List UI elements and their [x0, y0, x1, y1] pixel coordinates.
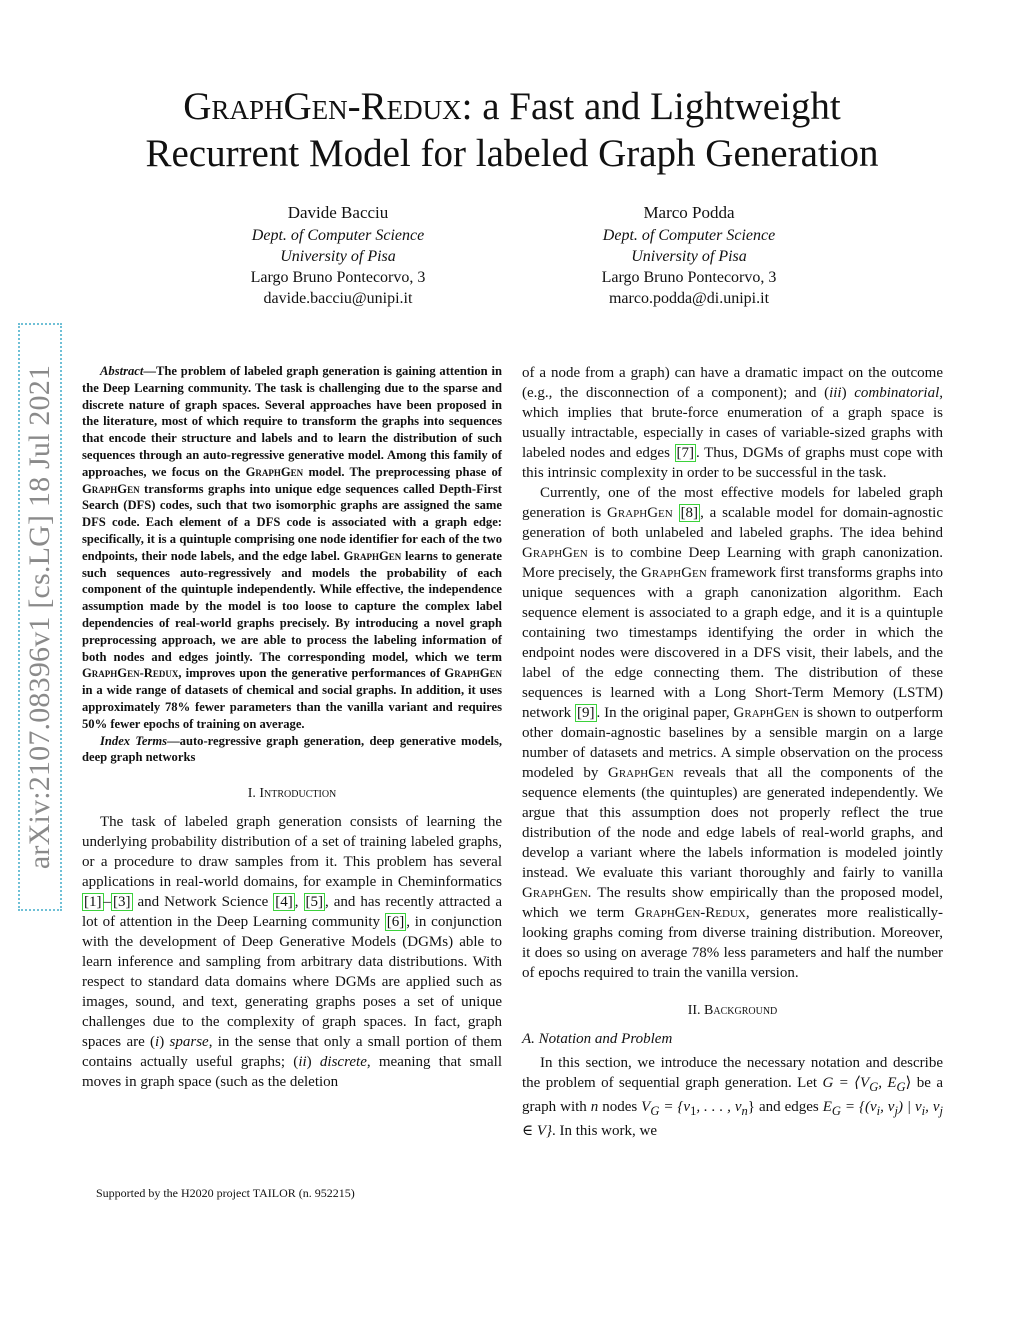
math-sub: n: [741, 1104, 748, 1118]
author-block-2: [529, 201, 849, 309]
body-text: The task of labeled graph generation consists of learning the underlying probability distribution of a set of training labeled graphs, or a procedure to draw samples from it. This problem has several applications in real-world domains, for example in Cheminformatics: [82, 814, 502, 891]
author-email[interactable]: marco.podda@di.unipi.it: [608, 290, 770, 307]
enum-marker: iii: [829, 385, 842, 401]
citation-link[interactable]: [4]: [275, 894, 293, 911]
body-text: ,: [294, 894, 304, 911]
section-number: I.: [247, 786, 260, 802]
abstract-dash: —: [143, 364, 156, 378]
math: = {(v: [840, 1099, 877, 1115]
index-terms: [82, 733, 502, 767]
arxiv-stamp[interactable]: arXiv:2107.08396v1 [cs.LG] 18 Jul 2021: [23, 364, 56, 870]
model-name: GraphGen: [343, 548, 402, 563]
citation-link[interactable]: [3]: [113, 894, 131, 911]
body-text: ): [159, 1034, 170, 1051]
model-name: GraphGen-Redux: [634, 905, 746, 921]
emphasis: discrete: [319, 1054, 367, 1071]
body-text: . The results show empirically than the proposed model, which we term: [522, 885, 943, 921]
body-text: Currently, one of the most effective models for labeled graph generation is: [522, 485, 943, 521]
model-name: GraphGen: [641, 565, 707, 581]
enum-marker: ii: [298, 1054, 307, 1071]
right-column: [522, 363, 943, 1141]
math-sub: i: [921, 1104, 926, 1118]
section-title: Background: [704, 1003, 778, 1018]
math: G = ⟨V: [822, 1075, 870, 1091]
model-name: GraphGen: [607, 505, 673, 521]
math: ⟩: [905, 1075, 912, 1091]
body-text: reveals that all the components of the sequence elements (the quintuples) are generated independently. We argue that this assumption does not properly reflect the true distribution of the node and edge labels of real-world graphs, and develop a variant where the labels information is modeled jointly instead. We evaluate this variant thoroughly and fairly to vanilla: [522, 765, 944, 881]
section-heading-background: [522, 1001, 943, 1021]
section-number: II.: [687, 1003, 705, 1018]
body-text: , which implies that brute-force enumeration of a graph space is usually intractable, especially in cases of variable-sized graphs with labeled nodes and edges: [522, 385, 943, 461]
intro-paragraph-continued: [522, 363, 943, 483]
math: V: [641, 1099, 651, 1115]
enum-marker: i: [155, 1034, 160, 1051]
body-text: of a node from a graph) can have a dramatic impact on the outcome (e.g., the disconnection of a component); and (: [522, 365, 943, 401]
body-text: is to combine Deep Learning with graph canonization. More precisely, the: [522, 545, 943, 581]
emphasis: sparse: [169, 1034, 209, 1051]
model-name: GraphGen: [522, 885, 588, 901]
subsection-heading: A. Notation and Problem: [522, 1031, 673, 1047]
index-terms-body: auto-regressive graph generation, deep generative models, deep graph networks: [82, 733, 502, 765]
citation-link[interactable]: [7]: [676, 445, 695, 461]
body-text: be a graph with: [522, 1075, 943, 1115]
title-line2: Recurrent Model for labeled Graph Generation: [145, 132, 879, 175]
body-text: –: [103, 894, 111, 911]
left-column: [82, 363, 502, 1092]
math: , v: [880, 1099, 895, 1115]
author-dept: Dept. of Computer Science: [251, 227, 425, 244]
model-name: GraphGen: [82, 481, 140, 496]
body-text: framework first transforms graphs into unique sequences with a graph canonization algorithm. Each sequence element is associated to a graph edge, and it is a quintuple containing two timestamps identifying the order in which the endpoint nodes were discovered in a DFS visit, their labels, and the label of the edge connecting them. The distribution of these sequences is learned with a Long Short-Term Memory (LSTM) network: [522, 565, 943, 721]
author-email[interactable]: davide.bacciu@unipi.it: [263, 290, 413, 307]
math-sub: i: [876, 1104, 881, 1118]
author-univ: University of Pisa: [280, 248, 396, 265]
body-text: ): [841, 385, 855, 401]
citation-link[interactable]: [1]: [84, 894, 102, 911]
body-text: . In this work, we: [552, 1123, 658, 1139]
index-terms-dash: —: [167, 733, 180, 748]
body-text: is shown to outperform other domain-agnostic baselines by a sensible margin on a large number of datasets and metrics. A simple observation on the process modeled by: [522, 705, 944, 781]
math: ) | v: [897, 1099, 922, 1115]
body-text: , and has recently attracted a lot of attention in the Deep Learning community: [82, 894, 502, 931]
model-name: GraphGen: [733, 705, 800, 721]
title-line1-rest: : a Fast and Lightweight: [461, 85, 841, 128]
body-text: , a scalable model for domain-agnostic generation of both unlabeled and labeled graphs. The idea behind: [522, 505, 944, 541]
math-sub: G: [869, 1080, 879, 1094]
math-sub: j: [939, 1104, 943, 1118]
index-terms-lead: Index Terms: [100, 733, 168, 748]
math: , v: [925, 1099, 940, 1115]
body-text: , meaning that small moves in graph space (such as the deletion: [82, 1054, 503, 1091]
body-text: , in conjunction with the development of Deep Generative Models (DGMs) able to learn inference and sampling from arbitrary data distributions. With respect to standard data domains where DGMs are applied such as images, sound, and text, generating graphs poses a set of unique challenges due to the complexity of graph spaces. In fact, graph spaces are (: [82, 914, 502, 1051]
math: n: [590, 1099, 599, 1115]
math: , E: [878, 1075, 897, 1091]
footnote: Supported by the H2020 project TAILOR (n. 952215): [96, 1186, 355, 1200]
citation-link[interactable]: [5]: [305, 894, 324, 911]
math-sub: j: [894, 1104, 898, 1118]
abstract-text: , improves upon the generative performances of: [178, 666, 445, 681]
body-text: and Network Science: [132, 894, 274, 911]
math-sub: G: [896, 1080, 906, 1094]
intro-paragraph: [82, 812, 502, 1092]
citation-link[interactable]: [9]: [577, 705, 595, 721]
body-text: nodes: [598, 1099, 642, 1115]
body-text: In this section, we introduce the necessary notation and describe the problem of sequential graph generation. Let: [522, 1055, 943, 1091]
abstract-text: learns to generate such sequences auto-regressively and models the probability of each component of the quintuple independently. While effective, the independence assumption made by the model is too loose to capture the complex label dependencies of real-world graphs precisely. By introducing a novel graph preprocessing approach, we are able to process the labeling information of both nodes and edges jointly. The corresponding model, which we term: [82, 548, 502, 664]
body-text: . In the original paper,: [596, 705, 734, 721]
intro-paragraph-2: [522, 483, 943, 983]
body-text: and edges: [755, 1099, 823, 1115]
abstract: [82, 363, 502, 733]
model-name: GraphGen: [522, 545, 588, 561]
abstract-text: model. The preprocessing phase of: [303, 464, 502, 479]
math: , . . . , v: [696, 1099, 742, 1115]
math: ∈ V}: [522, 1123, 553, 1139]
math-sub: G: [650, 1104, 660, 1118]
author-address: Largo Bruno Pontecorvo, 3: [601, 269, 777, 286]
author-dept: Dept. of Computer Science: [602, 227, 776, 244]
paper-title: [60, 83, 964, 177]
abstract-text: in a wide range of datasets of chemical and social graphs. In addition, it uses approximately 78% fewer parameters than the vanilla variant and requires 50% fewer epochs of training on average.: [82, 683, 502, 731]
math-sub: G: [831, 1104, 841, 1118]
model-name: GraphGen-Redux: [82, 666, 179, 681]
model-name: GraphGen: [245, 464, 304, 479]
section-heading-introduction: [82, 784, 502, 804]
background-paragraph: [522, 1053, 943, 1141]
body-text: , in the sense that only a small portion of them contains actually useful graphs; (: [82, 1034, 502, 1071]
math: }: [747, 1099, 755, 1115]
abstract-text: The problem of labeled graph generation is gaining attention in the Deep Learning community. The task is challenging due to the sparse and discrete nature of graph spaces. Several approaches have been proposed in the literature, most of which require to transform the graphs into sequences that encode their structure and labels and to learn the distribution of such sequences through an auto-regressive generative model. Among this family of approaches, we focus on the: [82, 364, 502, 479]
author-name: Marco Podda: [643, 203, 735, 222]
model-name: GraphGen: [444, 666, 502, 681]
body-text: [673, 505, 679, 521]
author-block-1: [178, 201, 498, 309]
body-text: ): [306, 1054, 320, 1071]
citation-link[interactable]: [6]: [386, 914, 405, 931]
math-sub: 1: [690, 1104, 697, 1118]
abstract-text: transforms graphs into unique edge sequences called Depth-First Search (DFS) codes, such that two isomorphic graphs are assigned the same DFS code. Each element of a DFS code is associated with a graph edge: specifically, it is a quintuple comprising one node identifier for each of the two endpoints, their node labels, and the edge label.: [82, 481, 502, 563]
title-model-name: GraphGen-Redux: [183, 85, 462, 128]
body-text: , generates more realistically-looking graphs coming from diverse training distribution. Moreover, it does so using on average 78% less parameters and half the number of epochs required to train the vanilla version.: [522, 905, 944, 981]
author-address: Largo Bruno Pontecorvo, 3: [250, 269, 426, 286]
section-title: Introduction: [259, 786, 337, 802]
author-name: Davide Bacciu: [287, 203, 389, 222]
author-univ: University of Pisa: [631, 248, 747, 265]
emphasis: combinatorial: [854, 385, 940, 401]
body-text: . Thus, DGMs of graphs must cope with this intrinsic complexity in order to be successful in the task.: [522, 445, 943, 481]
math: = {v: [659, 1099, 691, 1115]
math: E: [822, 1099, 832, 1115]
abstract-lead: Abstract: [100, 364, 144, 378]
citation-link[interactable]: [8]: [680, 505, 699, 521]
model-name: GraphGen: [608, 765, 674, 781]
